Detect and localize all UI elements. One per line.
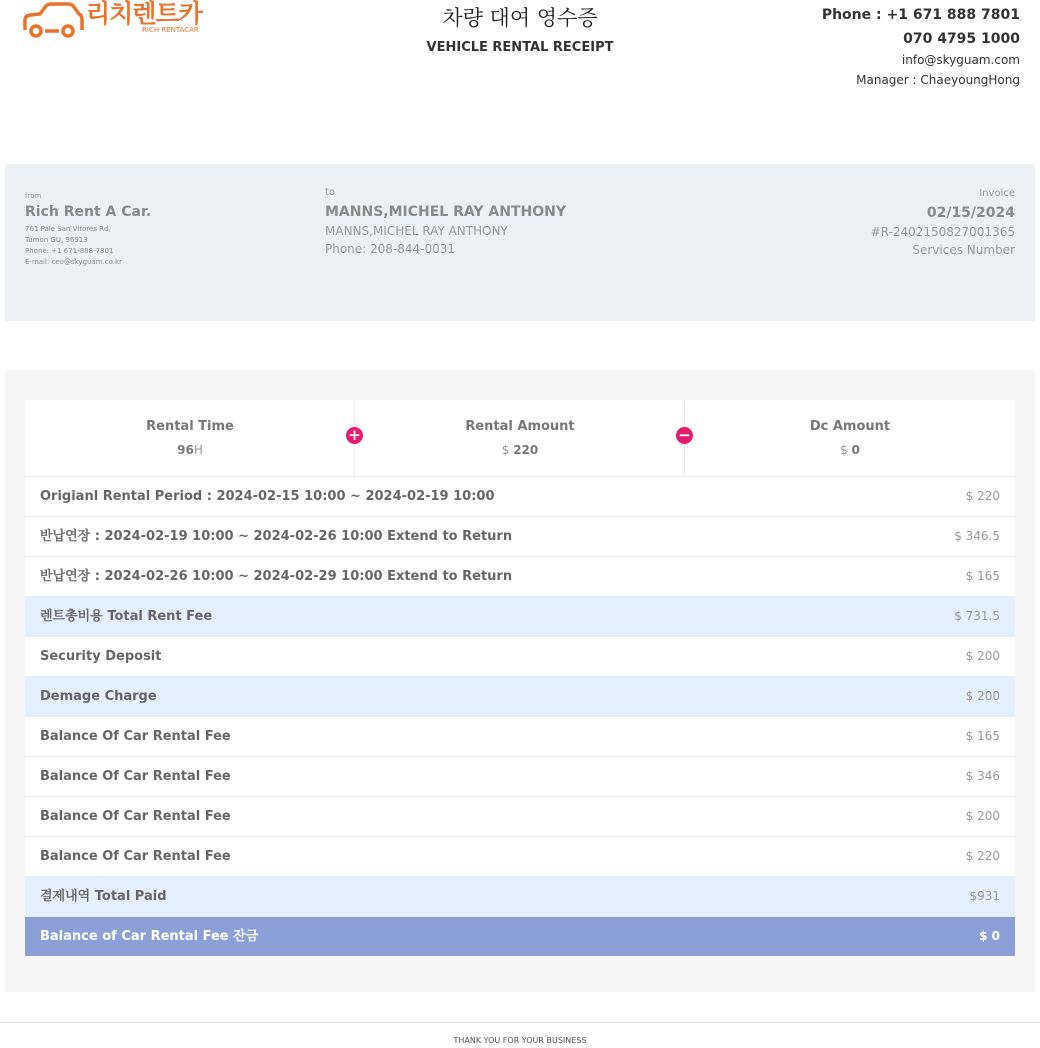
logo-text-en: RICH RENTACAR (142, 26, 199, 34)
charge-row (25, 557, 1015, 597)
from-label: from (25, 192, 42, 200)
charge-row (25, 757, 1015, 797)
charge-label: 반납연장 : 2024-02-19 10:00 ~ 2024-02-26 10:00 Extend to Return (40, 529, 513, 544)
invoice-date: 02/15/2024 (926, 205, 1015, 221)
charge-amount: $ 220 (965, 489, 1000, 503)
to-block (325, 187, 725, 256)
charge-label: Balance Of Car Rental Fee (40, 769, 231, 784)
charge-amount: $ 165 (965, 729, 1000, 743)
damage-charge-row (25, 677, 1015, 717)
contact-email: info@skyguam.com (901, 53, 1020, 67)
dc-amount-value: $ 0 (840, 443, 860, 457)
charge-amount: $ 0 (979, 929, 1000, 943)
charge-amount: $ 346 (965, 769, 1000, 783)
rental-amount-value: $ 220 (501, 443, 539, 457)
from-address-line2: Tumon GU, 96913 (25, 236, 88, 244)
from-email: E-mail: ceo@skyguam.co.kr (25, 258, 122, 266)
contact-info (822, 6, 1020, 88)
charge-amount: $ 220 (965, 849, 1000, 863)
phone-primary: Phone : +1 671 888 7801 (821, 7, 1020, 23)
receipt-panel (5, 370, 1035, 992)
charge-row (25, 517, 1015, 557)
charge-label: 렌트총비용 Total Rent Fee (40, 609, 213, 624)
from-phone: Phone: +1 671-888-7801 (25, 247, 114, 255)
charge-label: Demage Charge (40, 689, 157, 704)
receipt-title-ko: 차량 대여 영수증 (442, 6, 598, 30)
invoice-label: Invoice (979, 188, 1015, 199)
rental-amount-label: Rental Amount (465, 419, 575, 434)
charges-table (25, 477, 1015, 956)
invoice-number: #R-2402150827001365 (870, 225, 1015, 239)
services-number-label: Services Number (912, 243, 1015, 257)
balance-due-row (25, 917, 1015, 956)
charge-label: Balance Of Car Rental Fee (40, 729, 231, 744)
invoice-block (715, 188, 1015, 257)
charge-row (25, 477, 1015, 517)
charge-label: Balance Of Car Rental Fee (40, 809, 231, 824)
charge-label: Origianl Rental Period : 2024-02-15 10:00 ~ 2024-02-19 10:00 (40, 489, 495, 504)
footer-divider (0, 1022, 1040, 1023)
rental-time-label: Rental Time (146, 419, 234, 434)
charge-label: Balance Of Car Rental Fee (40, 849, 231, 864)
charge-amount: $ 200 (965, 689, 1000, 703)
charge-label: Balance of Car Rental Fee 잔금 (40, 929, 259, 944)
total-paid-row (25, 877, 1015, 917)
charge-row (25, 717, 1015, 757)
charge-label: Security Deposit (40, 649, 162, 664)
total-rent-fee-row (25, 597, 1015, 637)
rental-amount-cell (355, 400, 685, 476)
customer-name: MANNS,MICHEL RAY ANTHONY (325, 204, 566, 220)
dc-amount-cell (685, 400, 1015, 476)
rental-summary (25, 400, 1015, 477)
charge-amount: $ 731.5 (954, 609, 1000, 623)
footer-thanks: THANK YOU FOR YOUR BUSINESS (453, 1036, 587, 1045)
from-company-name: Rich Rent A Car. (25, 204, 152, 220)
charge-amount: $ 200 (965, 809, 1000, 823)
rental-time-value: 96H (177, 443, 203, 457)
logo-text-ko: 리치렌트카 (86, 0, 202, 28)
receipt-title-en: VEHICLE RENTAL RECEIPT (426, 40, 614, 55)
manager-name: Manager : ChaeyoungHong (856, 73, 1020, 87)
charge-label: 반납연장 : 2024-02-26 10:00 ~ 2024-02-29 10:00 Extend to Return (40, 569, 513, 584)
from-address-line1: 761 Pale San Vitores Rd, (25, 225, 111, 233)
charge-amount: $ 165 (965, 569, 1000, 583)
rental-time-cell (25, 400, 355, 476)
party-info-band (5, 164, 1035, 321)
customer-name-secondary: MANNS,MICHEL RAY ANTHONY (325, 224, 508, 238)
security-deposit-row (25, 637, 1015, 677)
charge-row (25, 797, 1015, 837)
charge-label: 결제내역 Total Paid (40, 889, 167, 904)
phone-secondary: 070 4795 1000 (903, 31, 1020, 47)
charge-amount: $ 346.5 (954, 529, 1000, 543)
charge-amount: $931 (969, 889, 1000, 903)
customer-phone: Phone: 208-844-0031 (325, 242, 456, 256)
plus-circle-icon: + (346, 427, 363, 444)
to-label: to (325, 187, 336, 198)
from-block (25, 192, 265, 268)
dc-amount-label: Dc Amount (809, 419, 891, 434)
charge-amount: $ 200 (965, 649, 1000, 663)
charge-row (25, 837, 1015, 877)
minus-circle-icon: − (676, 427, 693, 444)
